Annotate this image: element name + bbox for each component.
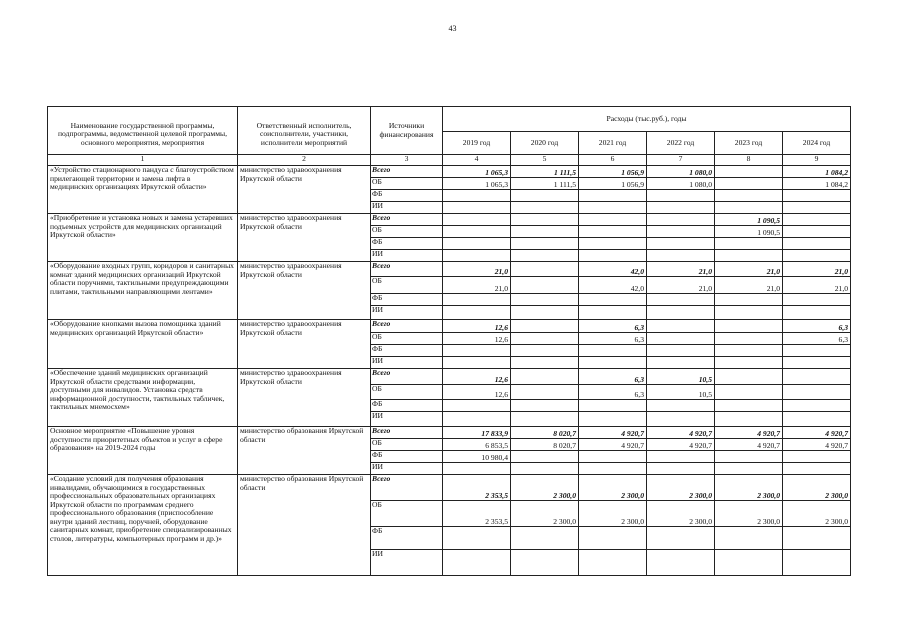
expense-value: 2 300,0 <box>647 475 715 501</box>
expense-value <box>579 400 647 412</box>
expense-value: 21,0 <box>783 262 851 277</box>
expense-value: 6,3 <box>579 333 647 345</box>
expense-value <box>443 357 511 369</box>
expense-value <box>579 226 647 238</box>
expense-value <box>511 250 579 262</box>
expense-value: 10 980,4 <box>443 451 511 463</box>
expense-value <box>715 357 783 369</box>
funding-source-label: ФБ <box>371 451 443 463</box>
funding-source-label: ИИ <box>371 202 443 214</box>
expense-value: 21,0 <box>783 277 851 294</box>
funding-source-label: ФБ <box>371 238 443 250</box>
expense-value <box>511 345 579 357</box>
expense-value <box>647 214 715 226</box>
expense-value: 2 300,0 <box>579 475 647 501</box>
funding-source-label: ФБ <box>371 527 443 550</box>
measure-name: «Устройство стационарного пандуса с благоустройством прилегающей территории и замена лифта в медицинских организациях Иркутской области» <box>48 166 238 214</box>
expense-value <box>783 190 851 202</box>
expense-value <box>579 306 647 320</box>
header-year: 2019 год <box>443 132 511 155</box>
funding-source-label: ОБ <box>371 277 443 294</box>
measure-executor: министерство здравоохранения Иркутской области <box>238 262 371 320</box>
funding-source-label: ИИ <box>371 250 443 262</box>
expense-value: 4 920,7 <box>647 427 715 439</box>
funding-source-label: ОБ <box>371 385 443 400</box>
expense-value <box>443 214 511 226</box>
expense-value: 4 920,7 <box>715 439 783 451</box>
expense-value <box>715 250 783 262</box>
funding-source-label: ОБ <box>371 501 443 527</box>
measure-executor: министерство здравоохранения Иркутской области <box>238 320 371 369</box>
expense-value <box>511 277 579 294</box>
expense-value: 21,0 <box>443 277 511 294</box>
column-number: 4 <box>443 155 511 166</box>
header-year: 2022 год <box>647 132 715 155</box>
expense-value <box>715 550 783 576</box>
measure-executor: министерство образования Иркутской области <box>238 427 371 475</box>
funding-source-label: Всего <box>371 262 443 277</box>
expense-value <box>715 385 783 400</box>
expense-value: 8 020,7 <box>511 427 579 439</box>
expense-value <box>715 202 783 214</box>
expense-value <box>443 190 511 202</box>
expense-value: 4 920,7 <box>783 439 851 451</box>
expense-value: 2 300,0 <box>511 501 579 527</box>
source-row <box>48 166 851 178</box>
expense-value <box>715 178 783 190</box>
expense-value <box>579 238 647 250</box>
expense-value: 1 090,5 <box>715 226 783 238</box>
expense-value: 2 353,5 <box>443 501 511 527</box>
header-year: 2020 год <box>511 132 579 155</box>
expense-value: 21,0 <box>647 262 715 277</box>
expense-value: 1 111,5 <box>511 178 579 190</box>
source-row <box>48 262 851 277</box>
expense-value <box>647 400 715 412</box>
measure-executor: министерство здравоохранения Иркутской области <box>238 214 371 262</box>
expense-value <box>647 412 715 427</box>
expense-value: 2 300,0 <box>783 501 851 527</box>
funding-source-label: ФБ <box>371 294 443 306</box>
source-row <box>48 369 851 385</box>
expense-value <box>715 333 783 345</box>
expense-value: 6,3 <box>783 333 851 345</box>
expense-value: 4 920,7 <box>715 427 783 439</box>
expense-value: 2 300,0 <box>647 501 715 527</box>
funding-source-label: ОБ <box>371 439 443 451</box>
column-number: 2 <box>238 155 371 166</box>
expense-value: 6,3 <box>579 385 647 400</box>
expense-value <box>647 250 715 262</box>
expense-value: 1 090,5 <box>715 214 783 226</box>
expense-value: 6,3 <box>579 369 647 385</box>
expense-value <box>647 345 715 357</box>
expense-value <box>443 226 511 238</box>
expense-value <box>783 385 851 400</box>
expense-value: 2 300,0 <box>715 475 783 501</box>
expense-value <box>647 190 715 202</box>
funding-source-label: ФБ <box>371 345 443 357</box>
header-sources: Источники финансирования <box>371 107 443 155</box>
expense-value <box>715 320 783 333</box>
funding-source-label: Всего <box>371 427 443 439</box>
expense-value <box>647 238 715 250</box>
expense-value <box>715 412 783 427</box>
expense-value <box>579 190 647 202</box>
expense-value <box>511 214 579 226</box>
expense-value: 1 111,5 <box>511 166 579 178</box>
funding-source-label: Всего <box>371 214 443 226</box>
expense-value <box>579 550 647 576</box>
header-year: 2023 год <box>715 132 783 155</box>
measure-name: Основное мероприятие «Повышение уровня доступности приоритетных объектов и услуг в сфере образования» на 2019-2024 годы <box>48 427 238 475</box>
expense-value <box>579 214 647 226</box>
measure-executor: министерство образования Иркутской области <box>238 475 371 576</box>
expense-value <box>511 369 579 385</box>
expense-value: 10,5 <box>647 369 715 385</box>
expense-value <box>511 202 579 214</box>
column-number-row <box>48 155 851 166</box>
funding-source-label: ОБ <box>371 178 443 190</box>
expense-value <box>783 400 851 412</box>
expense-value <box>715 345 783 357</box>
expense-value: 1 084,2 <box>783 178 851 190</box>
funding-source-label: ИИ <box>371 550 443 576</box>
expense-value <box>579 451 647 463</box>
expense-value <box>579 527 647 550</box>
expense-value: 12,6 <box>443 333 511 345</box>
measure-name: «Оборудование кнопками вызова помощника зданий медицинских организаций Иркутской области» <box>48 320 238 369</box>
expense-value <box>783 202 851 214</box>
expense-value <box>715 306 783 320</box>
expense-value <box>511 385 579 400</box>
expense-value <box>647 306 715 320</box>
expense-value <box>783 527 851 550</box>
expense-value: 6,3 <box>579 320 647 333</box>
expense-value <box>783 357 851 369</box>
measure-executor: министерство здравоохранения Иркутской области <box>238 369 371 427</box>
expense-value <box>511 190 579 202</box>
expense-value: 2 300,0 <box>783 475 851 501</box>
expense-value <box>715 527 783 550</box>
expense-value <box>511 400 579 412</box>
expense-value <box>443 527 511 550</box>
expense-value <box>511 262 579 277</box>
expense-value <box>647 463 715 475</box>
expense-value <box>783 214 851 226</box>
expense-value <box>647 202 715 214</box>
expense-value <box>647 357 715 369</box>
funding-source-label: ИИ <box>371 463 443 475</box>
expense-value <box>715 463 783 475</box>
expense-value <box>647 550 715 576</box>
source-row <box>48 320 851 333</box>
funding-source-label: ОБ <box>371 333 443 345</box>
measure-name: «Обеспечение зданий медицинских организаций Иркутской области средствами информации, доступными для инвалидов. Установка средств информационной доступности, тактильных табличек, тактильных мнемосхем» <box>48 369 238 427</box>
funding-source-label: ФБ <box>371 400 443 412</box>
expense-value: 4 920,7 <box>579 439 647 451</box>
expense-value: 1 084,2 <box>783 166 851 178</box>
measure-executor: министерство здравоохранения Иркутской области <box>238 166 371 214</box>
expense-value: 6,3 <box>783 320 851 333</box>
expense-value <box>579 463 647 475</box>
expense-value <box>443 250 511 262</box>
expense-value <box>511 550 579 576</box>
expense-value <box>443 238 511 250</box>
measure-name: «Оборудование входных групп, коридоров и санитарных комнат зданий медицинских организаций Иркутской области поручнями, тактильными предупреждающими плитами, тактильными направляющими лентами» <box>48 262 238 320</box>
expense-value: 21,0 <box>647 277 715 294</box>
expense-value <box>443 294 511 306</box>
expense-value <box>783 345 851 357</box>
expense-value <box>715 400 783 412</box>
expense-value <box>511 451 579 463</box>
column-number: 7 <box>647 155 715 166</box>
expense-value: 2 300,0 <box>511 475 579 501</box>
expense-value <box>647 320 715 333</box>
expense-value: 1 065,3 <box>443 178 511 190</box>
header-year: 2024 год <box>783 132 851 155</box>
expense-value <box>783 412 851 427</box>
expense-value <box>783 369 851 385</box>
expense-value <box>783 294 851 306</box>
funding-source-label: Всего <box>371 369 443 385</box>
source-row <box>48 427 851 439</box>
expense-value <box>511 357 579 369</box>
expense-value <box>783 238 851 250</box>
funding-source-label: ОБ <box>371 226 443 238</box>
expense-value: 1 080,0 <box>647 166 715 178</box>
expense-value <box>443 463 511 475</box>
measure-name: «Приобретение и установка новых и замена устаревших подъемных устройств для медицинских организаций Иркутской области» <box>48 214 238 262</box>
expense-value <box>511 238 579 250</box>
measure-name: «Создание условий для получения образования инвалидами, обучающимися в государственных профессиональных образовательных организациях Иркутской области по программам среднего профессионального образования (приспособление внутри зданий лестниц, поручней, оборудование санитарных комнат, приобретение специализированных столов, литературы, компьютерных программ и др.)» <box>48 475 238 576</box>
expense-value <box>715 166 783 178</box>
source-row <box>48 475 851 501</box>
expense-value <box>715 369 783 385</box>
expense-value: 12,6 <box>443 369 511 385</box>
expense-value: 42,0 <box>579 277 647 294</box>
expense-value: 4 920,7 <box>783 427 851 439</box>
expense-value <box>783 306 851 320</box>
expense-value <box>647 226 715 238</box>
expense-value: 4 920,7 <box>579 427 647 439</box>
expense-value: 2 353,5 <box>443 475 511 501</box>
header-executor: Ответственный исполнитель, соисполнители, участники, исполнители мероприятий <box>238 107 371 155</box>
column-number: 3 <box>371 155 443 166</box>
expense-value <box>579 345 647 357</box>
source-row <box>48 214 851 226</box>
column-number: 1 <box>48 155 238 166</box>
column-number: 6 <box>579 155 647 166</box>
expense-value <box>647 451 715 463</box>
expense-value <box>715 238 783 250</box>
expense-value <box>443 345 511 357</box>
funding-source-label: Всего <box>371 475 443 501</box>
expense-value <box>511 294 579 306</box>
expense-value <box>579 202 647 214</box>
column-number: 5 <box>511 155 579 166</box>
header-year: 2021 год <box>579 132 647 155</box>
expense-value: 12,6 <box>443 320 511 333</box>
budget-table <box>47 106 851 576</box>
funding-source-label: ИИ <box>371 412 443 427</box>
expense-value <box>783 451 851 463</box>
expense-value <box>715 190 783 202</box>
header-name: Наименование государственной программы, подпрограммы, ведомственной целевой программы, основного мероприятия, мероприятия <box>48 107 238 155</box>
expense-value <box>511 306 579 320</box>
expense-value: 42,0 <box>579 262 647 277</box>
expense-value: 21,0 <box>715 262 783 277</box>
header-expenses: Расходы (тыс.руб.), годы <box>443 107 851 132</box>
expense-value: 21,0 <box>443 262 511 277</box>
expense-value <box>783 250 851 262</box>
funding-source-label: Всего <box>371 166 443 178</box>
expense-value: 12,6 <box>443 385 511 400</box>
expense-value <box>511 320 579 333</box>
funding-source-label: ИИ <box>371 357 443 369</box>
expense-value: 1 065,3 <box>443 166 511 178</box>
expense-value <box>579 294 647 306</box>
expense-value <box>783 550 851 576</box>
expense-value <box>443 202 511 214</box>
expense-value: 1 056,9 <box>579 166 647 178</box>
column-number: 9 <box>783 155 851 166</box>
expense-value <box>511 527 579 550</box>
expense-value <box>443 550 511 576</box>
expense-value <box>647 333 715 345</box>
expense-value <box>715 294 783 306</box>
column-number: 8 <box>715 155 783 166</box>
expense-value <box>443 306 511 320</box>
expense-value <box>511 226 579 238</box>
expense-value <box>511 412 579 427</box>
expense-value <box>579 357 647 369</box>
expense-value <box>647 527 715 550</box>
expense-value <box>511 333 579 345</box>
expense-value: 4 920,7 <box>647 439 715 451</box>
expense-value <box>511 463 579 475</box>
expense-value: 10,5 <box>647 385 715 400</box>
page-number: 43 <box>448 24 457 33</box>
header-row <box>48 107 851 132</box>
expense-value: 1 080,0 <box>647 178 715 190</box>
expense-value: 17 833,9 <box>443 427 511 439</box>
expense-value: 21,0 <box>715 277 783 294</box>
expense-value <box>579 250 647 262</box>
expense-value <box>715 451 783 463</box>
funding-source-label: Всего <box>371 320 443 333</box>
expense-value: 2 300,0 <box>579 501 647 527</box>
expense-value: 2 300,0 <box>715 501 783 527</box>
expense-value <box>443 412 511 427</box>
expense-value: 1 056,9 <box>579 178 647 190</box>
expense-value <box>783 226 851 238</box>
expense-value <box>443 400 511 412</box>
funding-source-label: ФБ <box>371 190 443 202</box>
expense-value <box>579 412 647 427</box>
expense-value <box>647 294 715 306</box>
expense-value: 6 853,5 <box>443 439 511 451</box>
funding-source-label: ИИ <box>371 306 443 320</box>
expense-value: 8 020,7 <box>511 439 579 451</box>
expense-value <box>783 463 851 475</box>
